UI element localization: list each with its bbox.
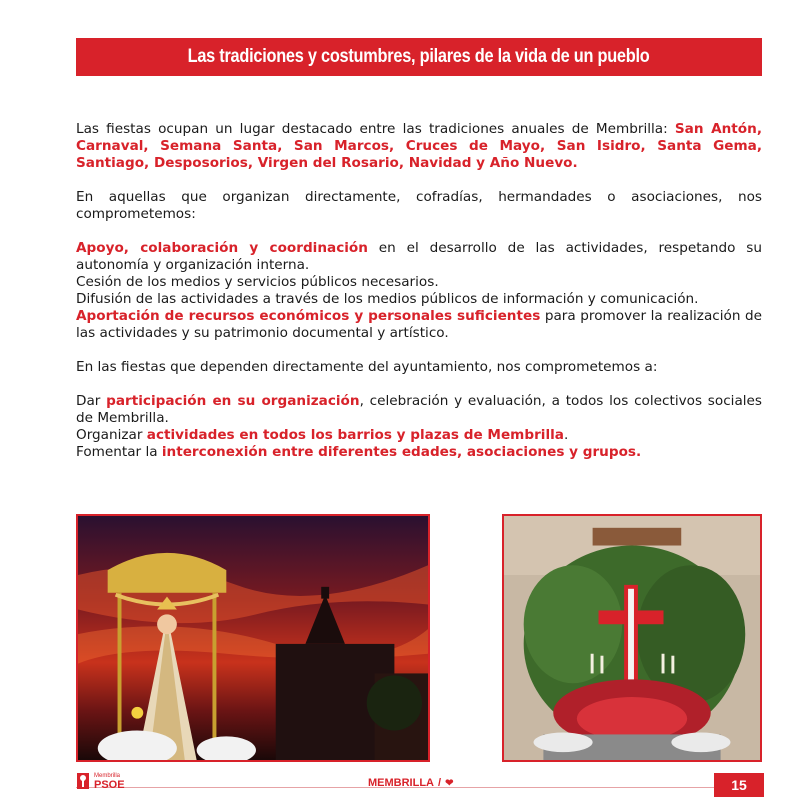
- activities-highlight: actividades en todos los barrios y plazas de Membrilla: [146, 427, 564, 443]
- interconnection-highlight: interconexión entre diferentes edades, asociaciones y grupos.: [161, 444, 642, 460]
- council-interconnection: [76, 444, 762, 461]
- body-text: [76, 121, 762, 461]
- commitment-support: [76, 240, 762, 274]
- intro-paragraph: [76, 121, 762, 172]
- psoe-logo: [76, 772, 125, 790]
- interconnection-pre: Fomentar la: [76, 444, 162, 460]
- activities-pre: Organizar: [76, 427, 147, 443]
- logo-party: PSOE: [94, 779, 125, 791]
- festivities-list: San Antón, Carnaval, Semana Santa, San Marcos, Cruces de Mayo, San Isidro, Santa Gema, Santiago, Desposorios, Virgen del Rosario, Navidad y Año Nuevo.: [76, 121, 762, 171]
- procession-photo: [76, 514, 430, 762]
- page-number: [714, 773, 764, 797]
- page-title: Las tradiciones y costumbres, pilares de la vida de un pueblo: [188, 46, 650, 67]
- commitment-funding: [76, 308, 762, 342]
- page-number-text: 15: [731, 777, 747, 793]
- commitment-intro: En aquellas que organizan directamente, cofradías, hermandades o asociaciones, nos comprometemos:: [76, 189, 762, 222]
- participation-pre: Dar: [76, 393, 107, 409]
- rose-icon: [76, 772, 90, 790]
- intro-text: Las fiestas ocupan un lugar destacado entre las tradiciones anuales de Membrilla:: [76, 121, 675, 137]
- council-participation: [76, 393, 762, 427]
- commitment-support-text: en el desarrollo de las actividades, respetando su autonomía y organización interna.: [76, 240, 762, 273]
- heart-icon: ❤: [445, 777, 454, 789]
- cross-photo: [502, 514, 762, 762]
- footer-brand: [368, 777, 453, 789]
- brand-separator: /: [438, 777, 442, 789]
- commitment-funding-highlight: Aportación de recursos económicos y personales suficientes: [76, 308, 541, 324]
- commitment-funding-text: para promover la realización de las actividades y su patrimonio documental y artístico.: [76, 308, 763, 341]
- commitment-resources: Cesión de los medios y servicios públicos necesarios.: [76, 274, 439, 290]
- participation-highlight: participación en su organización: [106, 393, 360, 409]
- council-activities: [76, 427, 762, 444]
- participation-text: , celebración y evaluación, a todos los colectivos sociales de Membrilla.: [76, 393, 762, 426]
- title-banner: [76, 38, 762, 76]
- commitment-diffusion: Difusión de las actividades a través de los medios públicos de información y comunicación.: [76, 291, 699, 307]
- commitment-support-highlight: Apoyo, colaboración y coordinación: [76, 240, 368, 256]
- logo-town: Membrilla: [94, 773, 121, 779]
- brand-text: MEMBRILLA: [368, 777, 434, 789]
- council-intro: En las fiestas que dependen directamente del ayuntamiento, nos comprometemos a:: [76, 359, 658, 375]
- activities-post: .: [563, 427, 569, 443]
